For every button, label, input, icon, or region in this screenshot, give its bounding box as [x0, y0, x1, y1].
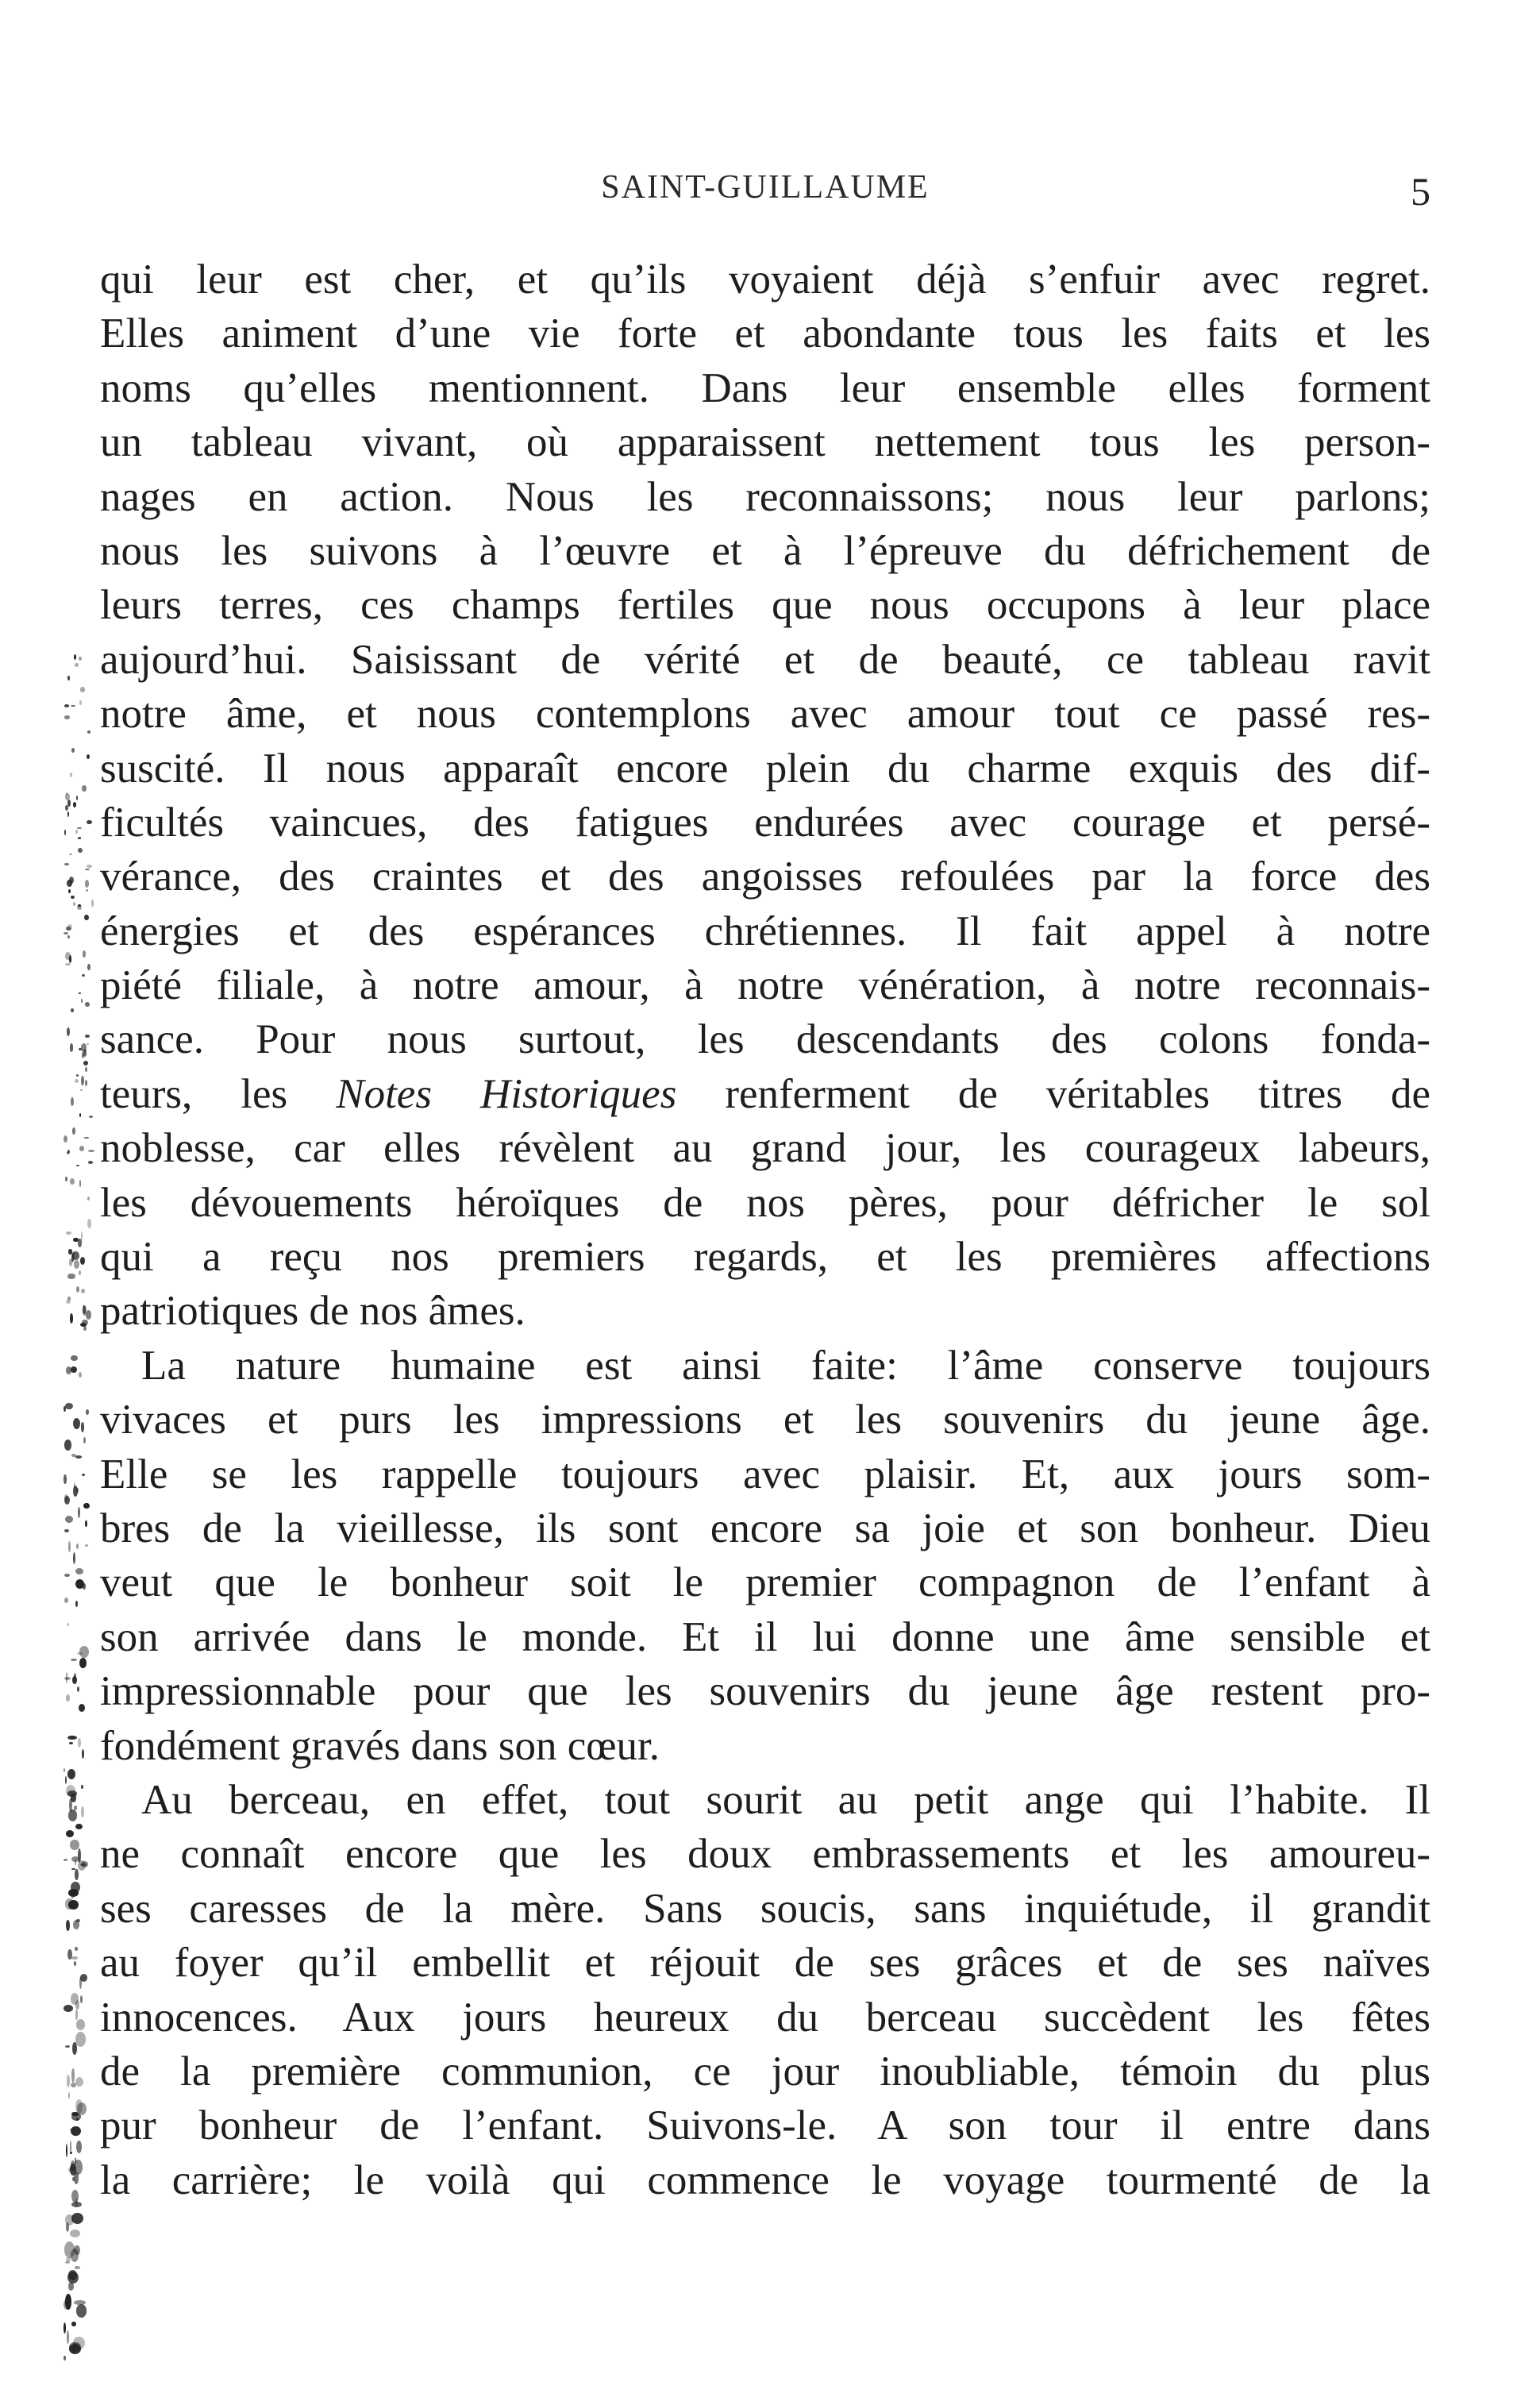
italic-title: Notes Historiques [336, 1070, 677, 1117]
text-line: innocences. Aux jours heureux du berceau succèdent les fêtes [100, 1994, 1430, 2041]
scan-speck [86, 1310, 91, 1320]
scan-speck [64, 1768, 65, 1772]
scan-speck [82, 1320, 88, 1326]
binding-edge-noise [48, 651, 103, 2358]
scan-speck [68, 1249, 71, 1255]
scan-speck [70, 773, 72, 777]
scan-speck [66, 1231, 71, 1235]
scan-speck [81, 1289, 85, 1293]
text-line: piété filiale, à notre amour, à notre vénération, à notre reconnais- [100, 962, 1430, 1009]
scan-speck [76, 1074, 78, 1077]
scan-speck [88, 1161, 93, 1163]
scan-speck [69, 854, 72, 855]
scan-speck [64, 1439, 71, 1450]
scan-speck [67, 811, 69, 817]
page-number: 5 [1411, 169, 1430, 214]
scan-speck [74, 1260, 79, 1270]
scan-speck [85, 1002, 90, 1007]
scan-speck [79, 1658, 87, 1669]
scan-speck [67, 935, 70, 938]
scan-speck [87, 754, 90, 759]
scan-speck [84, 1137, 89, 1139]
scan-speck [75, 2266, 81, 2269]
running-head [100, 168, 1430, 216]
scan-speck [74, 1673, 76, 1679]
scan-speck [81, 1422, 85, 1432]
scan-speck [67, 800, 71, 807]
scan-speck [71, 1892, 75, 1898]
scan-speck [67, 2075, 70, 2087]
scan-speck [87, 1043, 89, 1045]
scan-speck [83, 1326, 86, 1331]
line-segment: renferment de véritables titres de [676, 1070, 1430, 1117]
scan-speck [66, 1300, 71, 1304]
scan-speck [68, 1541, 71, 1552]
scan-speck [76, 796, 78, 800]
scan-speck [79, 657, 81, 661]
scan-speck [71, 1355, 78, 1361]
scan-speck [64, 863, 69, 865]
scan-speck [83, 950, 86, 958]
scan-speck [80, 687, 84, 692]
scan-speck [73, 802, 76, 807]
scan-speck [71, 2322, 75, 2327]
scan-speck [70, 1043, 74, 1051]
scan-speck [91, 900, 93, 907]
scan-speck [80, 1257, 85, 1265]
scan-speck [77, 1686, 79, 1692]
scan-speck [64, 1859, 67, 1862]
text-line: noblesse, car elles révèlent au grand jour, les courageux labeurs, [100, 1125, 1430, 1172]
scan-speck [81, 1076, 83, 1085]
scan-speck [67, 1769, 75, 1779]
scan-speck [76, 2118, 79, 2120]
running-title: SAINT-GUILLAUME [601, 169, 930, 206]
text-line: la carrière; le voilà qui commence le voyage tourmenté de la [100, 2156, 1430, 2203]
scan-speck [68, 1809, 77, 1821]
text-line: ses caresses de la mère. Sans soucis, sans inquiétude, il grandit [100, 1885, 1430, 1932]
scan-speck [75, 1947, 78, 1952]
scan-speck [72, 1127, 75, 1135]
scan-speck [82, 1749, 84, 1758]
text-line: Au berceau, en effet, tout sourit au petit ange qui l’habite. Il [141, 1776, 1430, 1823]
scan-speck [76, 1919, 79, 1922]
scan-speck [71, 1366, 76, 1373]
text-line: noms qu’elles mentionnent. Dans leur ensemble elles forment [100, 364, 1430, 411]
scan-speck [79, 1146, 84, 1151]
text-line: nages en action. Nous les reconnaissons; nous leur parlons; [100, 473, 1430, 520]
scan-speck [79, 1372, 82, 1378]
text-line: veut que le bonheur soit le premier compagnon de l’enfant à [100, 1559, 1430, 1606]
scan-speck [71, 1659, 77, 1661]
scan-speck [87, 730, 90, 734]
scan-speck [68, 2092, 70, 2098]
text-line: ficultés vaincues, des fatigues endurées avec courage et persé- [100, 799, 1430, 846]
text-line: suscité. Il nous apparaît encore plein du charme exquis des dif- [100, 745, 1430, 792]
text-line: vivaces et purs les impressions et les souvenirs du jeune âge. [100, 1397, 1430, 1443]
text-line-with-italic [100, 1067, 1430, 1121]
scan-speck [71, 1454, 76, 1457]
scan-speck [87, 820, 92, 824]
scan-speck [65, 1776, 67, 1785]
scan-speck [79, 1113, 81, 1116]
scan-speck [79, 1270, 81, 1275]
scan-speck [64, 1597, 68, 1603]
scan-speck [73, 902, 75, 906]
scan-speck [83, 1305, 86, 1315]
scan-speck [75, 2077, 83, 2087]
scan-speck [75, 1568, 83, 1574]
text-line: de la première communion, ce jour inoubliable, témoin du plus [100, 2048, 1430, 2095]
scan-speck [79, 992, 82, 994]
scan-speck [76, 2141, 82, 2153]
scan-speck [83, 1061, 88, 1066]
text-line: un tableau vivant, où apparaissent nettement tous les person- [100, 419, 1430, 466]
scan-speck [64, 2322, 66, 2334]
scan-speck [67, 1623, 70, 1627]
text-line: patriotiques de nos âmes. [100, 1288, 526, 1335]
scan-speck [71, 748, 75, 753]
scan-speck [68, 889, 71, 893]
text-line: énergies et des espérances chrétiennes. Il fait appel à notre [100, 908, 1430, 954]
scan-speck [64, 1496, 70, 1505]
scan-speck [65, 2294, 72, 2309]
scan-speck [76, 1286, 79, 1292]
scan-speck [78, 1738, 81, 1748]
scan-speck [75, 1601, 78, 1606]
scan-speck [81, 999, 83, 1003]
text-line: son arrivée dans le monde. Et il lui donne une âme sensible et [100, 1613, 1430, 1660]
scan-speck [67, 1150, 70, 1154]
text-line: pur bonheur de l’enfant. Suivons-le. A son tour il entre dans [100, 2102, 1430, 2149]
scan-speck [64, 830, 67, 836]
scan-speck [69, 877, 74, 884]
scan-speck [87, 865, 92, 868]
scan-speck [87, 1219, 91, 1228]
scan-speck [79, 1977, 82, 1990]
scan-speck [64, 2356, 65, 2361]
scan-speck [64, 704, 69, 707]
scan-speck [67, 1736, 77, 1740]
scan-speck [71, 1956, 78, 1959]
scan-speck [76, 1165, 79, 1167]
scan-speck [74, 1961, 77, 1966]
scan-speck [79, 1646, 89, 1658]
text-line: fondément gravés dans son cœur. [100, 1722, 660, 1769]
scan-speck [72, 1251, 79, 1260]
scan-speck [79, 1704, 86, 1712]
scan-speck [75, 1579, 84, 1589]
scan-speck [66, 2257, 71, 2262]
scan-speck [73, 2337, 85, 2349]
scan-speck [67, 2330, 69, 2345]
text-line: sance. Pour nous surtout, les descendants des colons fonda- [100, 1016, 1430, 1063]
text-line: leurs terres, ces champs fertiles que nous occupons à leur place [100, 582, 1430, 629]
scan-speck [77, 827, 82, 829]
scan-speck [70, 2230, 80, 2237]
scan-speck [78, 1507, 80, 1518]
scan-speck [64, 2005, 72, 2012]
scan-speck [70, 1178, 75, 1185]
scan-speck [80, 1995, 83, 2003]
scan-speck [74, 654, 76, 660]
scan-speck [80, 1089, 83, 1091]
scan-speck [64, 1529, 69, 1532]
scan-speck [82, 974, 85, 977]
scan-speck [81, 1231, 83, 1241]
scan-speck [81, 1785, 83, 1789]
scan-speck [83, 1437, 86, 1443]
scan-speck [85, 1520, 87, 1527]
scan-speck [65, 1516, 73, 1524]
scan-speck [65, 1177, 67, 1181]
scan-speck [75, 1869, 79, 1880]
scan-speck [67, 924, 73, 931]
scan-speck [69, 955, 72, 963]
scan-speck [66, 1920, 70, 1932]
scan-speck [64, 1406, 65, 1412]
text-line: bres de la vieillesse, ils sont encore sa joie et son bonheur. Dieu [100, 1505, 1430, 1551]
scan-speck [76, 2019, 86, 2030]
line-segment: teurs, les [100, 1070, 337, 1117]
scan-speck [75, 2032, 86, 2047]
scan-speck [64, 1135, 67, 1143]
scan-speck [73, 1486, 78, 1497]
text-line: ne connaît encore que les doux embrassements et les amoureu- [100, 1831, 1430, 1878]
scan-speck [71, 2126, 80, 2136]
scan-speck [66, 1694, 70, 1702]
scan-speck [71, 896, 75, 899]
scan-speck [79, 1180, 81, 1187]
text-line: qui a reçu nos premiers regards, et les premières affections [100, 1234, 1430, 1281]
text-line: au foyer qu’il embellit et réjouit de ses grâces et de ses naïves [100, 1940, 1430, 1987]
scan-speck [64, 715, 69, 719]
scan-speck [65, 1403, 73, 1410]
scan-speck [64, 1574, 69, 1577]
scan-speck [64, 1474, 66, 1485]
scan-speck [71, 2249, 79, 2262]
text-line: aujourd’hui. Saisissant de vérité et de beauté, ce tableau ravit [100, 636, 1430, 683]
scan-speck [67, 1027, 70, 1036]
scan-speck [65, 2214, 74, 2226]
scan-speck [78, 837, 81, 838]
scan-speck [75, 663, 78, 667]
scan-speck [75, 1824, 83, 1830]
scan-speck [66, 1672, 68, 1683]
text-line: nous les suivons à l’œuvre et à l’épreuve du défrichement de [100, 527, 1430, 574]
scan-speck [85, 1080, 88, 1086]
scan-speck [67, 676, 70, 680]
scan-speck [65, 2045, 70, 2048]
text-line: La nature humaine est ainsi faite: l’âme conserve toujours [141, 1342, 1430, 1389]
scan-speck [77, 2102, 87, 2115]
text-line: impressionnable pour que les souvenirs du jeune âge restent pro- [100, 1668, 1430, 1715]
scan-speck [85, 1067, 87, 1071]
scan-speck [86, 889, 89, 891]
scan-speck [85, 880, 89, 888]
scan-speck [66, 2144, 67, 2157]
scan-speck [71, 1794, 77, 1802]
scan-speck [85, 1544, 89, 1547]
scan-speck [84, 915, 89, 920]
scan-speck [83, 1503, 90, 1509]
scan-speck [65, 963, 71, 965]
scan-speck [64, 932, 68, 935]
scan-speck [71, 1008, 75, 1012]
text-line: les dévouements héroïques de nos pères, pour défricher le sol [100, 1179, 1430, 1226]
scan-speck [66, 1830, 74, 1838]
scan-speck [67, 1274, 75, 1279]
scan-speck [74, 2160, 83, 2175]
scan-speck [68, 2168, 72, 2172]
text-line: vérance, des craintes et des angoisses refoulées par la force des [100, 854, 1430, 900]
scan-speck [78, 904, 80, 908]
scan-speck [85, 1035, 90, 1038]
scan-speck [76, 1544, 79, 1549]
scan-speck [75, 1455, 82, 1458]
scan-speck [71, 1097, 74, 1106]
scan-speck [69, 1742, 74, 1744]
scan-speck [79, 700, 83, 705]
text-line: notre âme, et nous contemplons avec amour tout ce passé res- [100, 691, 1430, 738]
scan-speck [87, 964, 90, 970]
scan-speck [81, 1806, 84, 1817]
text-line: qui leur est cher, et qu’ils voyaient déjà s’enfuir avec regret. [100, 256, 1430, 303]
scan-speck [70, 2129, 75, 2130]
scan-speck [70, 1313, 73, 1324]
scan-speck [75, 1079, 79, 1083]
scan-speck [68, 2270, 77, 2280]
scan-speck [75, 830, 78, 834]
scan-speck [82, 785, 87, 792]
text-line: Elles animent d’une vie forte et abondante tous les faits et les [100, 310, 1430, 357]
scan-speck [76, 2304, 87, 2318]
scan-speck [85, 869, 90, 870]
scan-speck [71, 2068, 75, 2083]
scan-speck [89, 1116, 93, 1119]
scan-speck [73, 1238, 78, 1243]
scan-speck [82, 1474, 85, 1476]
scan-speck [75, 2010, 77, 2020]
scan-speck [88, 1150, 94, 1152]
body-text [100, 252, 1430, 2207]
scan-speck [73, 1552, 75, 1563]
scan-speck [73, 1418, 80, 1429]
scan-speck [78, 848, 82, 853]
scan-speck [71, 705, 75, 707]
text-line: Elle se les rappelle toujours avec plaisir. Et, aux jours som- [100, 1451, 1430, 1497]
scan-speck [75, 2199, 78, 2207]
scan-speck [87, 1197, 90, 1200]
scan-speck [86, 1409, 89, 1415]
